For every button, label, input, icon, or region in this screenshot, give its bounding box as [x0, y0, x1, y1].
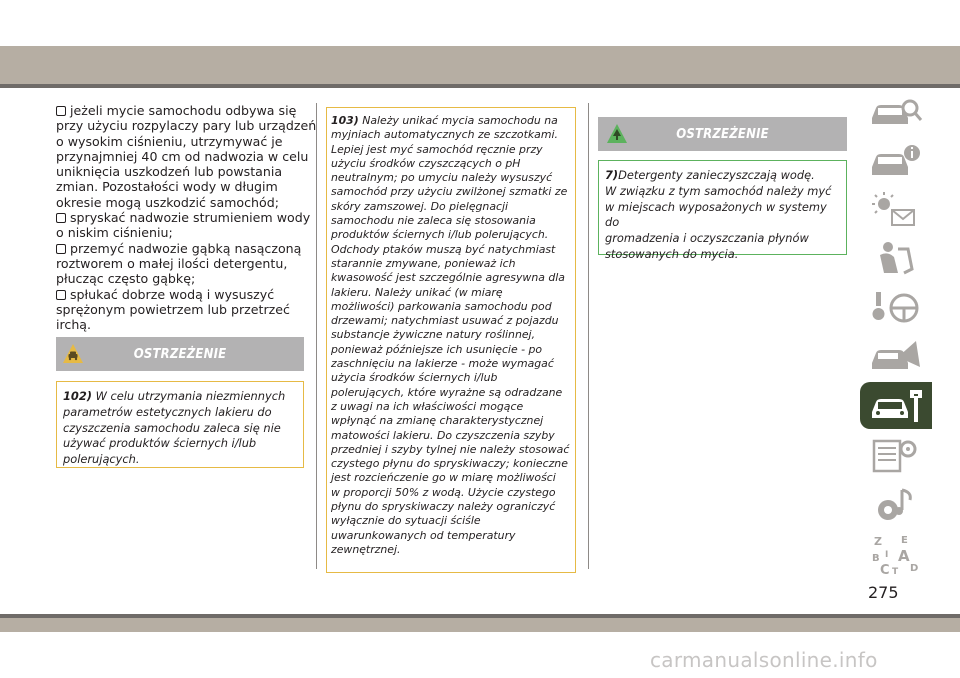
tab-steering-key[interactable]: [860, 284, 932, 331]
bullet-text: okresie mogą uszkodzić samochód;: [56, 194, 279, 210]
bullet-text: płucząc często gąbkę;: [56, 271, 196, 287]
warning-text: jest rozcieńczenie go w miarę możliwości: [331, 471, 556, 485]
warning-header: [56, 337, 304, 371]
watermark: carmanualsonline.info: [650, 648, 878, 672]
warning-car-icon: [62, 343, 84, 365]
bullet-text: przemyć nadwozie gąbką nasączoną: [70, 240, 302, 256]
tab-seat-airbag[interactable]: [860, 235, 932, 282]
steering-key-icon: [868, 288, 924, 328]
bullet-text: uniknięcia uszkodzeń lub powstania: [56, 164, 283, 180]
warning-text: substancje żywiczne natury roślinnej,: [331, 328, 536, 342]
checkbox-icon: [56, 290, 66, 300]
tab-car-crash[interactable]: [860, 333, 932, 380]
index-letter: I: [885, 550, 889, 560]
warning-header: [598, 117, 847, 151]
footer-band: [0, 618, 960, 632]
warning-title: OSTRZEŻENIE: [676, 126, 769, 142]
tab-lights-mail[interactable]: [860, 186, 932, 233]
warning-text: w proporcji 50% z wodą. Użycie czystego: [331, 485, 556, 499]
warning-text: używać produktów ściernych i/lub: [63, 436, 257, 451]
index-letter: Z: [874, 535, 882, 548]
bullet-text: o niskim ciśnieniu;: [56, 225, 173, 241]
bullet-text: irchą.: [56, 317, 92, 333]
warning-text: produktów ściernych i/lub polerujących.: [331, 228, 549, 242]
warning-text: wyłącznie do sytuacji ściśle: [331, 514, 481, 528]
bullet-item: [56, 241, 306, 287]
bullet-text: przy użyciu rozpylaczy pary lub urządzeń: [56, 118, 317, 134]
warning-text: parametrów estetycznych lakieru do: [63, 404, 272, 419]
index-letter: A: [898, 547, 910, 565]
warning-text: myjniach automatycznych ze szczotkami.: [331, 128, 558, 142]
warning-text: stosowanych do mycia.: [605, 246, 739, 261]
warning-text: czyszczenia samochodu zaleca się nie: [63, 420, 281, 435]
warning-text: Detergenty zanieczyszczają wodę.: [618, 168, 815, 182]
checkbox-icon: [56, 106, 66, 116]
column-divider: [316, 103, 317, 569]
warning-box: [56, 381, 304, 468]
warning-text: polerujących.: [63, 452, 140, 467]
warning-text: płynu do spryskiwaczy należy ograniczyć: [331, 500, 556, 514]
warning-text: W celu utrzymania niezmiennych: [95, 389, 286, 403]
warning-text: W związku z tym samochód należy myć: [605, 183, 832, 198]
warning-text: w miejscach wyposażonych w systemy do: [605, 199, 827, 230]
warning-number: 103): [331, 114, 359, 127]
tab-car-search[interactable]: [860, 88, 932, 135]
warning-text: matowości lakieru. Do czyszczenia szyby: [331, 428, 555, 442]
lights-mail-icon: [868, 190, 924, 230]
bullet-item: [56, 210, 311, 241]
bullet-text: sprężonym powietrzem lub przetrzeć: [56, 301, 290, 317]
car-wrench-icon: [868, 386, 924, 426]
checkbox-icon: [56, 213, 66, 223]
bullet-text: roztworem o małej ilości detergentu,: [56, 255, 288, 271]
specs-gear-icon: [868, 435, 924, 475]
bullet-item: [56, 287, 306, 333]
warning-text: Lepiej jest myć samochód ręcznie przy: [331, 142, 543, 156]
warning-text: Odchody ptaków muszą być natychmiast: [331, 242, 556, 256]
bullet-item: [56, 103, 317, 210]
bullet-text: jeżeli mycie samochodu odbywa się: [70, 103, 297, 118]
index-letters-icon: [868, 533, 924, 577]
warning-box: [326, 107, 576, 573]
index-letter: E: [901, 535, 908, 546]
warning-text: zaschnięciu na lakierze - może wymagać: [331, 357, 554, 371]
warning-text: ponieważ późniejsze ich usunięcie - po: [331, 342, 543, 356]
index-letter: B: [872, 553, 880, 564]
index-letter: C: [880, 563, 890, 577]
tab-media-music[interactable]: [860, 480, 932, 527]
warning-text: wpłynąć na zmianę charakterystycznej: [331, 414, 544, 428]
warning-text: przedniej i szyby tylnej nie należy stosować: [331, 442, 570, 456]
tab-car-info[interactable]: [860, 137, 932, 184]
checkbox-icon: [56, 244, 66, 254]
warning-text: skóry zamszowej. Do pielęgnacji: [331, 199, 509, 213]
header-rule: [0, 84, 960, 88]
warning-text: starannie zmywane, ponieważ ich: [331, 256, 516, 270]
warning-text: lakieru. Należy unikać (w miarę: [331, 285, 503, 299]
bullet-text: spłukać dobrze wodą i wysuszyć: [70, 286, 275, 302]
warning-text: samochodu nie zaleca się stosowania: [331, 214, 536, 228]
bullet-list: [56, 103, 317, 333]
car-search-icon: [868, 92, 924, 132]
warning-text: gromadzenia i oczyszczania płynów: [605, 231, 809, 246]
tab-index[interactable]: [860, 529, 932, 576]
media-music-icon: [868, 484, 924, 524]
warning-tree-icon: [606, 123, 628, 145]
car-crash-icon: [868, 337, 924, 377]
seat-airbag-icon: [868, 239, 924, 279]
column-divider: [588, 103, 589, 569]
warning-number: 102): [63, 389, 92, 403]
index-letter: T: [892, 567, 899, 577]
warning-text: kwasowość jest szczególnie agresywna dla: [331, 271, 565, 285]
warning-box: [598, 160, 847, 261]
warning-text: użyciu środków czyszczących o pH: [331, 156, 521, 170]
warning-text: drzewami; natychmiast usuwać z pojazdu: [331, 314, 559, 328]
header-band: [0, 46, 960, 84]
tab-car-wrench[interactable]: [860, 382, 932, 429]
index-letter: D: [910, 563, 919, 574]
warning-text: z uwagi na ich właściwości mogące: [331, 399, 524, 413]
warning-title: OSTRZEŻENIE: [133, 346, 227, 362]
bullet-text: spryskać nadwozie strumieniem wody: [70, 210, 311, 226]
warning-text: neutralnym; po umyciu należy wysuszyć: [331, 171, 553, 185]
bullet-text: zmian. Pozostałości wody w długim: [56, 179, 278, 195]
warning-text: możliwości) parkowania samochodu pod: [331, 299, 552, 313]
warning-text: polerujących, które wyrażne są odradzane: [331, 385, 563, 399]
warning-number: 7): [605, 168, 619, 182]
warning-text: zewnętrznej.: [331, 542, 401, 556]
bullet-text: przynajmniej 40 cm od nadwozia w celu: [56, 148, 309, 164]
warning-text: uwarunkowanych od temperatury: [331, 528, 516, 542]
car-info-icon: [868, 141, 924, 181]
warning-text: użycia środków ściernych i/lub: [331, 371, 498, 385]
warning-text: samochód przy użyciu zwilżonej szmatki ze: [331, 185, 568, 199]
tab-specs-gear[interactable]: [860, 431, 932, 478]
page-number: 275: [868, 583, 899, 602]
warning-text: Należy unikać mycia samochodu na: [362, 114, 558, 127]
warning-text: czystego płynu do spryskiwaczy; konieczne: [331, 457, 568, 471]
bullet-text: o wysokim ciśnieniu, utrzymywać je: [56, 133, 283, 149]
